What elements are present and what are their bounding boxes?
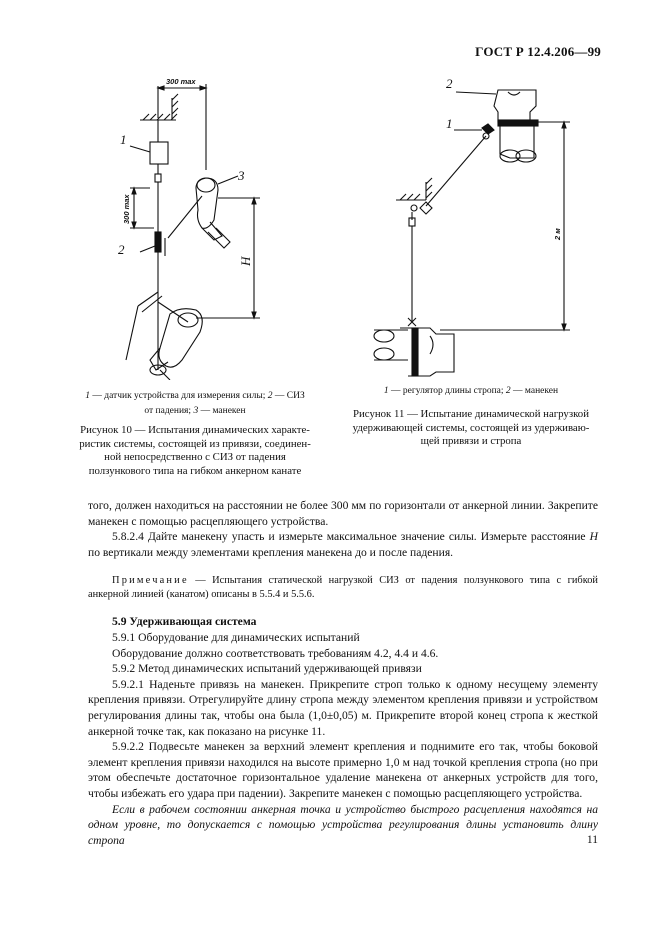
- fig10-dim-h: H: [238, 256, 253, 266]
- fig10-dim-top: 300 max: [166, 77, 196, 86]
- fig11-label-1: 1: [446, 116, 453, 131]
- body-text: [88, 498, 598, 848]
- fig10-label-1: 1: [120, 132, 127, 147]
- section-5-9-1-heading: 5.9.1 Оборудование для динамических испытаний: [112, 630, 360, 644]
- section-5-9-1-text: Оборудование должно соответствовать требованиям 4.2, 4.4 и 4.6.: [112, 646, 439, 660]
- figure-11-legend: 1 — регулятор длины стропа; 2 — манекен: [383, 386, 559, 396]
- figure-10-legend-line2: от падения; 3 — манекен: [144, 406, 246, 416]
- page-number: 11: [586, 834, 598, 846]
- paragraph-5-9-2-1: 5.9.2.1 Наденьте привязь на манекен. Прикрепите строп только к одному несущему элементу крепления привязи. Отрегулируйте длину стропа между элементом крепления привязи и устройством регулирования длины так, чтобы она была (1,0±0,05) м. Прикрепите второй конец стропа к жесткой анкерной точке так, как показано на рисунке 11.: [88, 677, 598, 738]
- paragraph-continuation: того, должен находиться на расстоянии не более 300 мм по горизонтали от анкерной линии. Закрепите манекен с помощью расцепляющего устройства.: [88, 499, 598, 528]
- section-5-9-heading: 5.9 Удерживающая система: [112, 615, 257, 629]
- paragraph-italic: Если в рабочем состоянии анкерная точка и устройство быстрого расцепления находятся на одном уровне, то допускается с помощью устройства регулирования длины установить длину стропа: [88, 802, 598, 847]
- paragraph-5-9-2-2: 5.9.2.2 Подвесьте манекен за верхний элемент крепления и поднимите его так, чтобы боковой элемент крепления привязи находился на высоте примерно 1,0 м над точкой крепления стропа (но при этом обеспечьте достаточное горизонтальное удаление манекена от анкерных устройств для того, чтобы избежать его удара при падении). Закрепите манекен с помощью расцепляющего устройства.: [88, 740, 598, 800]
- note: Примечание — Испытания статической нагрузкой СИЗ от падения ползункового типа с гибкой анкерной линией (канатом) описаны в 5.5.4 и 5.5.6.: [88, 575, 598, 601]
- fig10-dim-side: 300 max: [122, 194, 131, 224]
- paragraph-5-8-2-4: 5.8.2.4 Дайте манекену упасть и измерьте максимальное значение силы. Измерьте расстояние Н по вертикали между элементами крепления манекена до и после падения.: [88, 530, 598, 559]
- figure-11-drawing: [370, 72, 590, 382]
- figure-11-caption: Рисунок 11 — Испытание динамической нагрузкой удерживающей системы, состоящей из удерживаю- щей привязи и стропа: [352, 408, 590, 448]
- figure-10-caption: Рисунок 10 — Испытания динамических характе- ристик системы, состоящей из привязи, соединен- ной непосредственно с СИЗ от падения ползункового типа на гибком анкерном канате: [79, 424, 311, 477]
- fig10-label-2: 2: [118, 242, 125, 257]
- document-header: ГОСТ Р 12.4.206—99: [475, 44, 601, 59]
- fig11-dim: 2 м: [553, 228, 562, 240]
- section-5-9-2-heading: 5.9.2 Метод динамических испытаний удерживающей привязи: [112, 662, 422, 676]
- fig11-label-2: 2: [446, 76, 453, 91]
- figure-10-legend-line1: 1 — датчик устройства для измерения силы; 2 — СИЗ: [85, 391, 305, 401]
- fig10-label-3: 3: [238, 168, 245, 183]
- figure-10-drawing: [110, 70, 290, 380]
- figure-10-legend: [72, 389, 318, 419]
